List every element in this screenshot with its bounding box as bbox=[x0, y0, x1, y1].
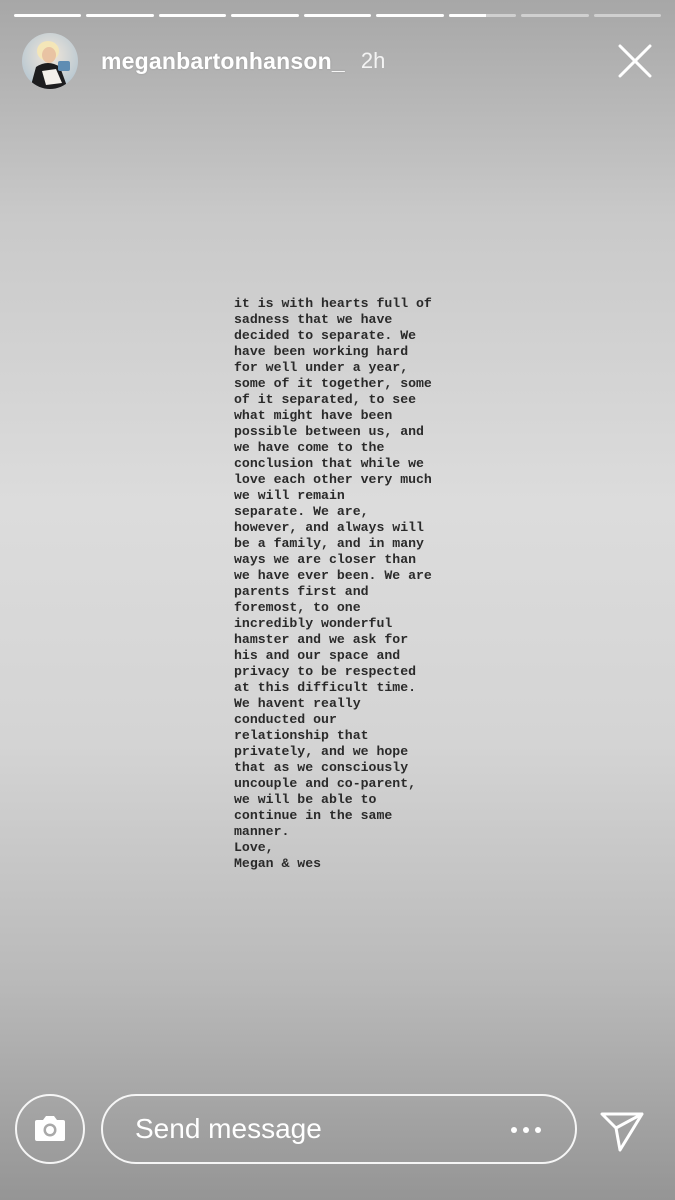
close-icon bbox=[615, 41, 655, 81]
story-text-line: we will remain bbox=[234, 488, 345, 503]
story-progress-segment bbox=[594, 14, 661, 17]
story-progress-segment bbox=[231, 14, 298, 17]
username[interactable]: meganbartonhanson_ bbox=[101, 47, 345, 74]
avatar-image bbox=[22, 33, 78, 89]
story-text-line: some of it together, some bbox=[234, 376, 432, 391]
story-text-line: incredibly wonderful bbox=[234, 616, 393, 631]
story-text-line: possible between us, and bbox=[234, 424, 424, 439]
story-text-line: foremost, to one bbox=[234, 600, 361, 615]
story-text-line: We havent really bbox=[234, 696, 361, 711]
message-placeholder: Send message bbox=[135, 1113, 322, 1144]
story-text-line: of it separated, to see bbox=[234, 392, 417, 407]
story-text-line: love each other very much bbox=[234, 472, 432, 487]
story-text-line: hamster and we ask for bbox=[234, 632, 409, 647]
story-text-line: Megan & wes bbox=[234, 856, 322, 871]
send-message-input[interactable] bbox=[101, 1094, 577, 1164]
story-text-line: continue in the same bbox=[234, 808, 393, 823]
story-text-line: relationship that bbox=[234, 728, 369, 743]
story-text-line: manner. bbox=[234, 824, 290, 839]
story-text-line: it is with hearts full of bbox=[234, 296, 432, 311]
story-text-line: privately, and we hope bbox=[234, 744, 409, 759]
close-button[interactable] bbox=[615, 41, 655, 81]
story-text-line: for well under a year, bbox=[234, 360, 409, 375]
story-progress-segment bbox=[304, 14, 371, 17]
story-text-line: ways we are closer than bbox=[234, 552, 417, 567]
story-text-line: at this difficult time. bbox=[234, 680, 417, 695]
send-button[interactable] bbox=[598, 1106, 646, 1154]
story-progress-bar bbox=[14, 14, 661, 18]
story-text-line: conducted our bbox=[234, 712, 337, 727]
story-text-line: we have come to the bbox=[234, 440, 385, 455]
story-text-line: conclusion that while we bbox=[234, 456, 424, 471]
story-text-line: however, and always will bbox=[234, 520, 424, 535]
story-text-line: uncouple and co-parent, bbox=[234, 776, 417, 791]
story-text-line: have been working hard bbox=[234, 344, 409, 359]
story-text-line: Love, bbox=[234, 840, 274, 855]
story-progress-segment bbox=[14, 14, 81, 17]
more-icon[interactable] bbox=[511, 1120, 541, 1140]
story-timestamp: 2h bbox=[360, 48, 386, 73]
story-text-line: privacy to be respected bbox=[234, 664, 417, 679]
story-text-line: we have ever been. We are bbox=[234, 568, 432, 583]
story-text-line: that as we consciously bbox=[234, 760, 409, 775]
story-header bbox=[22, 31, 655, 91]
story-text-line: separate. We are, bbox=[234, 504, 369, 519]
send-icon bbox=[598, 1106, 646, 1154]
story-text-line: parents first and bbox=[234, 584, 369, 599]
story-progress-segment bbox=[159, 14, 226, 17]
story-text bbox=[234, 296, 474, 872]
camera-button[interactable] bbox=[15, 1094, 85, 1164]
story-progress-segment bbox=[521, 14, 588, 17]
story-progress-segment bbox=[86, 14, 153, 17]
story-text-line: be a family, and in many bbox=[234, 536, 424, 551]
story-text-line: his and our space and bbox=[234, 648, 401, 663]
story-text-line: what might have been bbox=[234, 408, 393, 423]
avatar[interactable] bbox=[22, 33, 78, 89]
story-text-line: we will be able to bbox=[234, 792, 377, 807]
story-text-line: decided to separate. We bbox=[234, 328, 417, 343]
story-text-line: sadness that we have bbox=[234, 312, 393, 327]
camera-icon bbox=[32, 1114, 68, 1144]
story-reply-bar bbox=[0, 1090, 675, 1200]
story-progress-segment bbox=[376, 14, 443, 17]
story-progress-segment bbox=[449, 14, 516, 17]
